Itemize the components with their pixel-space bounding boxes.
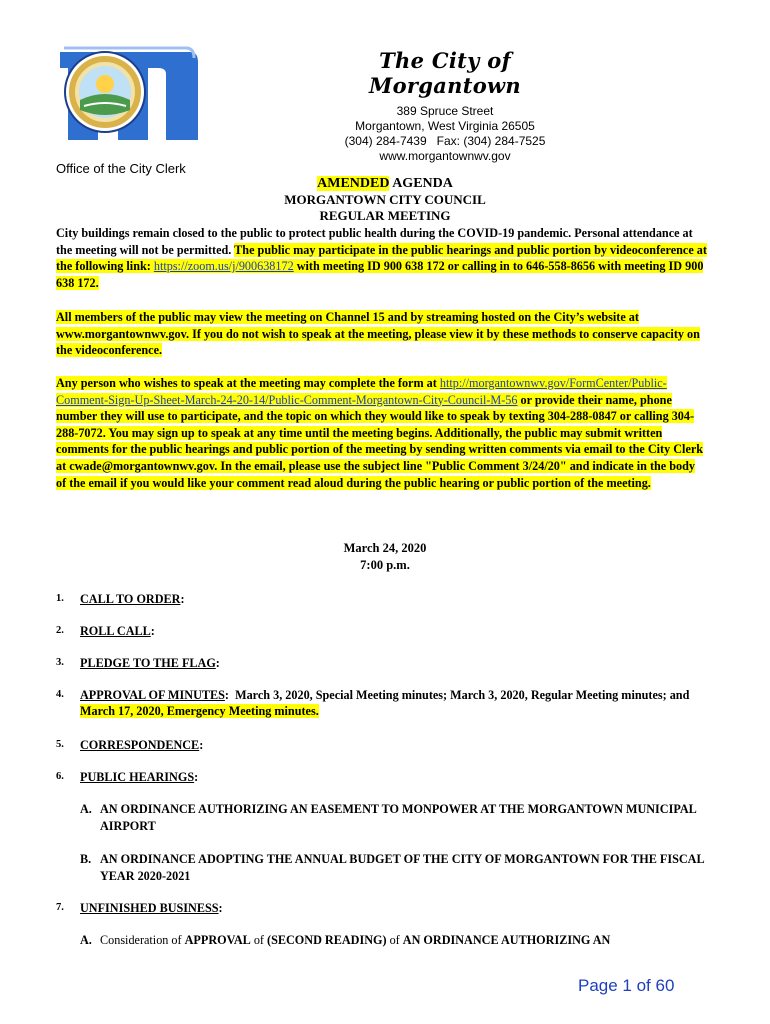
notice-text-highlighted: Any person who wishes to speak at the meeting may complete the form at xyxy=(56,376,440,390)
item-text: Consideration of xyxy=(100,933,185,947)
agenda-item: 4. APPROVAL OF MINUTES: March 3, 2020, Special Meeting minutes; March 3, 2020, Regular Meeting minutes; and March 17, 2020, Emergency Meeting minutes. xyxy=(56,688,693,718)
meeting-time: 7:00 p.m. xyxy=(360,558,410,572)
item-title: PUBLIC HEARINGS xyxy=(80,770,195,784)
street-address: 389 Spruce Street xyxy=(396,104,494,118)
item-title: CORRESPONDENCE xyxy=(80,738,200,752)
notice-paragraph-1 xyxy=(56,225,708,291)
item-number: 5. xyxy=(56,739,64,750)
phone-fax: (304) 284-7439 Fax: (304) 284-7525 xyxy=(344,134,546,148)
item-title: APPROVAL OF MINUTES xyxy=(80,688,225,702)
item-number: 7. xyxy=(56,902,64,913)
amended-label: AMENDED xyxy=(317,176,390,191)
item-number: 2. xyxy=(56,625,64,636)
meeting-type: REGULAR MEETING xyxy=(319,208,451,223)
item-number: 3. xyxy=(56,657,64,668)
website: www.morgantownwv.gov xyxy=(379,149,511,163)
item-title: ROLL CALL xyxy=(80,624,151,638)
agenda-item: 1. CALL TO ORDER: xyxy=(56,592,185,606)
notice-paragraph-2 xyxy=(56,309,708,359)
zoom-link[interactable]: https://zoom.us/j/900638172 xyxy=(153,259,294,274)
item-text: of xyxy=(250,933,268,947)
hearing-title: AN ORDINANCE AUTHORIZING AN EASEMENT TO MONPOWER AT THE MORGANTOWN MUNICIPAL AIRPORT xyxy=(100,802,697,833)
item-text-bold: (SECOND READING) xyxy=(267,933,387,947)
city-state-zip: Morgantown, West Virginia 26505 xyxy=(355,119,535,133)
item-number: 6. xyxy=(56,771,64,782)
agenda-item: 2. ROLL CALL: xyxy=(56,624,155,638)
item-title: UNFINISHED BUSINESS xyxy=(80,901,219,915)
unfinished-business-item xyxy=(80,932,720,949)
agenda-label: AGENDA xyxy=(389,176,453,191)
agenda-item: 3. PLEDGE TO THE FLAG: xyxy=(56,656,220,670)
item-title: CALL TO ORDER xyxy=(80,592,181,606)
meeting-date: March 24, 2020 xyxy=(343,541,427,555)
hearing-title: AN ORDINANCE ADOPTING THE ANNUAL BUDGET OF THE CITY OF MORGANTOWN FOR THE FISCAL YEAR 2020-2021 xyxy=(100,852,704,883)
meeting-date-time xyxy=(56,540,714,574)
item-number: 1. xyxy=(56,593,64,604)
city-seal-logo-graphic xyxy=(40,40,200,150)
item-title: PLEDGE TO THE FLAG xyxy=(80,656,216,670)
item-text: of xyxy=(386,933,403,947)
notice-text-highlighted: All members of the public may view the meeting on Channel 15 and by streaming hosted on the City’s website at www.morgantownwv.gov. If you do not wish to speak at the meeting, please view it by these methods to conserve capacity on the videoconference. xyxy=(56,310,700,358)
notice-text-highlighted: The public may participate in the public hearings and public portion by videoconference at the following link: xyxy=(56,242,707,274)
notice-text-highlighted: or provide their name, phone number they will use to participate, and the topic on which they would like to speak by texting 304-288-0847 or calling 304-288-7072. You may sign up to speak at any time until the meeting begins. Additionally, the public may submit written comments for the public hearings and public portion of the meeting by sending written comments via email to the City Clerk at cwade@morgantownwv.gov. In the email, please use the subject line "Public Comment 3/24/20" and indicate in the body of the email if you would like your comment read aloud during the public hearing or public portion of the meeting. xyxy=(56,392,704,490)
agenda-item: 5. CORRESPONDENCE: xyxy=(56,738,204,752)
agenda-item: 6. PUBLIC HEARINGS: xyxy=(56,770,199,784)
item-detail: March 3, 2020, Special Meeting minutes; March 3, 2020, Regular Meeting minutes; and xyxy=(228,688,693,702)
item-letter: B. xyxy=(80,852,92,866)
item-number: 4. xyxy=(56,689,64,700)
notice-text: City buildings remain closed to the public to protect public health during the COVID-19 pandemic. Personal attendance at the meeting will not be permitted. xyxy=(56,226,693,257)
council-name: MORGANTOWN CITY COUNCIL xyxy=(284,192,486,207)
comment-form-link[interactable]: http://morgantownwv.gov/FormCenter/Public-Comment-Sign-Up-Sheet-March-24-20-14/Public-Comment-Morgantown-City-Council-M-56 xyxy=(56,376,667,407)
item-letter: A. xyxy=(80,933,92,947)
item-letter: A. xyxy=(80,802,92,816)
page-number: Page 1 of 60 xyxy=(578,976,675,995)
item-text-bold: APPROVAL xyxy=(184,933,251,947)
agenda-heading xyxy=(56,176,714,224)
notice-paragraph-3 xyxy=(56,375,708,491)
hearing-item xyxy=(80,851,720,885)
office-label: Office of the City Clerk xyxy=(56,161,186,176)
city-title: The City of Morgantown xyxy=(369,48,521,98)
item-detail-highlighted: March 17, 2020, Emergency Meeting minutes. xyxy=(80,704,319,718)
letterhead xyxy=(300,48,590,164)
notice-text-highlighted: with meeting ID 900 638 172 or calling in to 646-558-8656 with meeting ID 900 638 172. xyxy=(56,259,704,290)
city-logo xyxy=(40,40,200,150)
hearing-item xyxy=(80,801,720,835)
agenda-item: 7. UNFINISHED BUSINESS: xyxy=(56,901,223,915)
item-text-bold: AN ORDINANCE AUTHORIZING AN xyxy=(402,933,611,947)
